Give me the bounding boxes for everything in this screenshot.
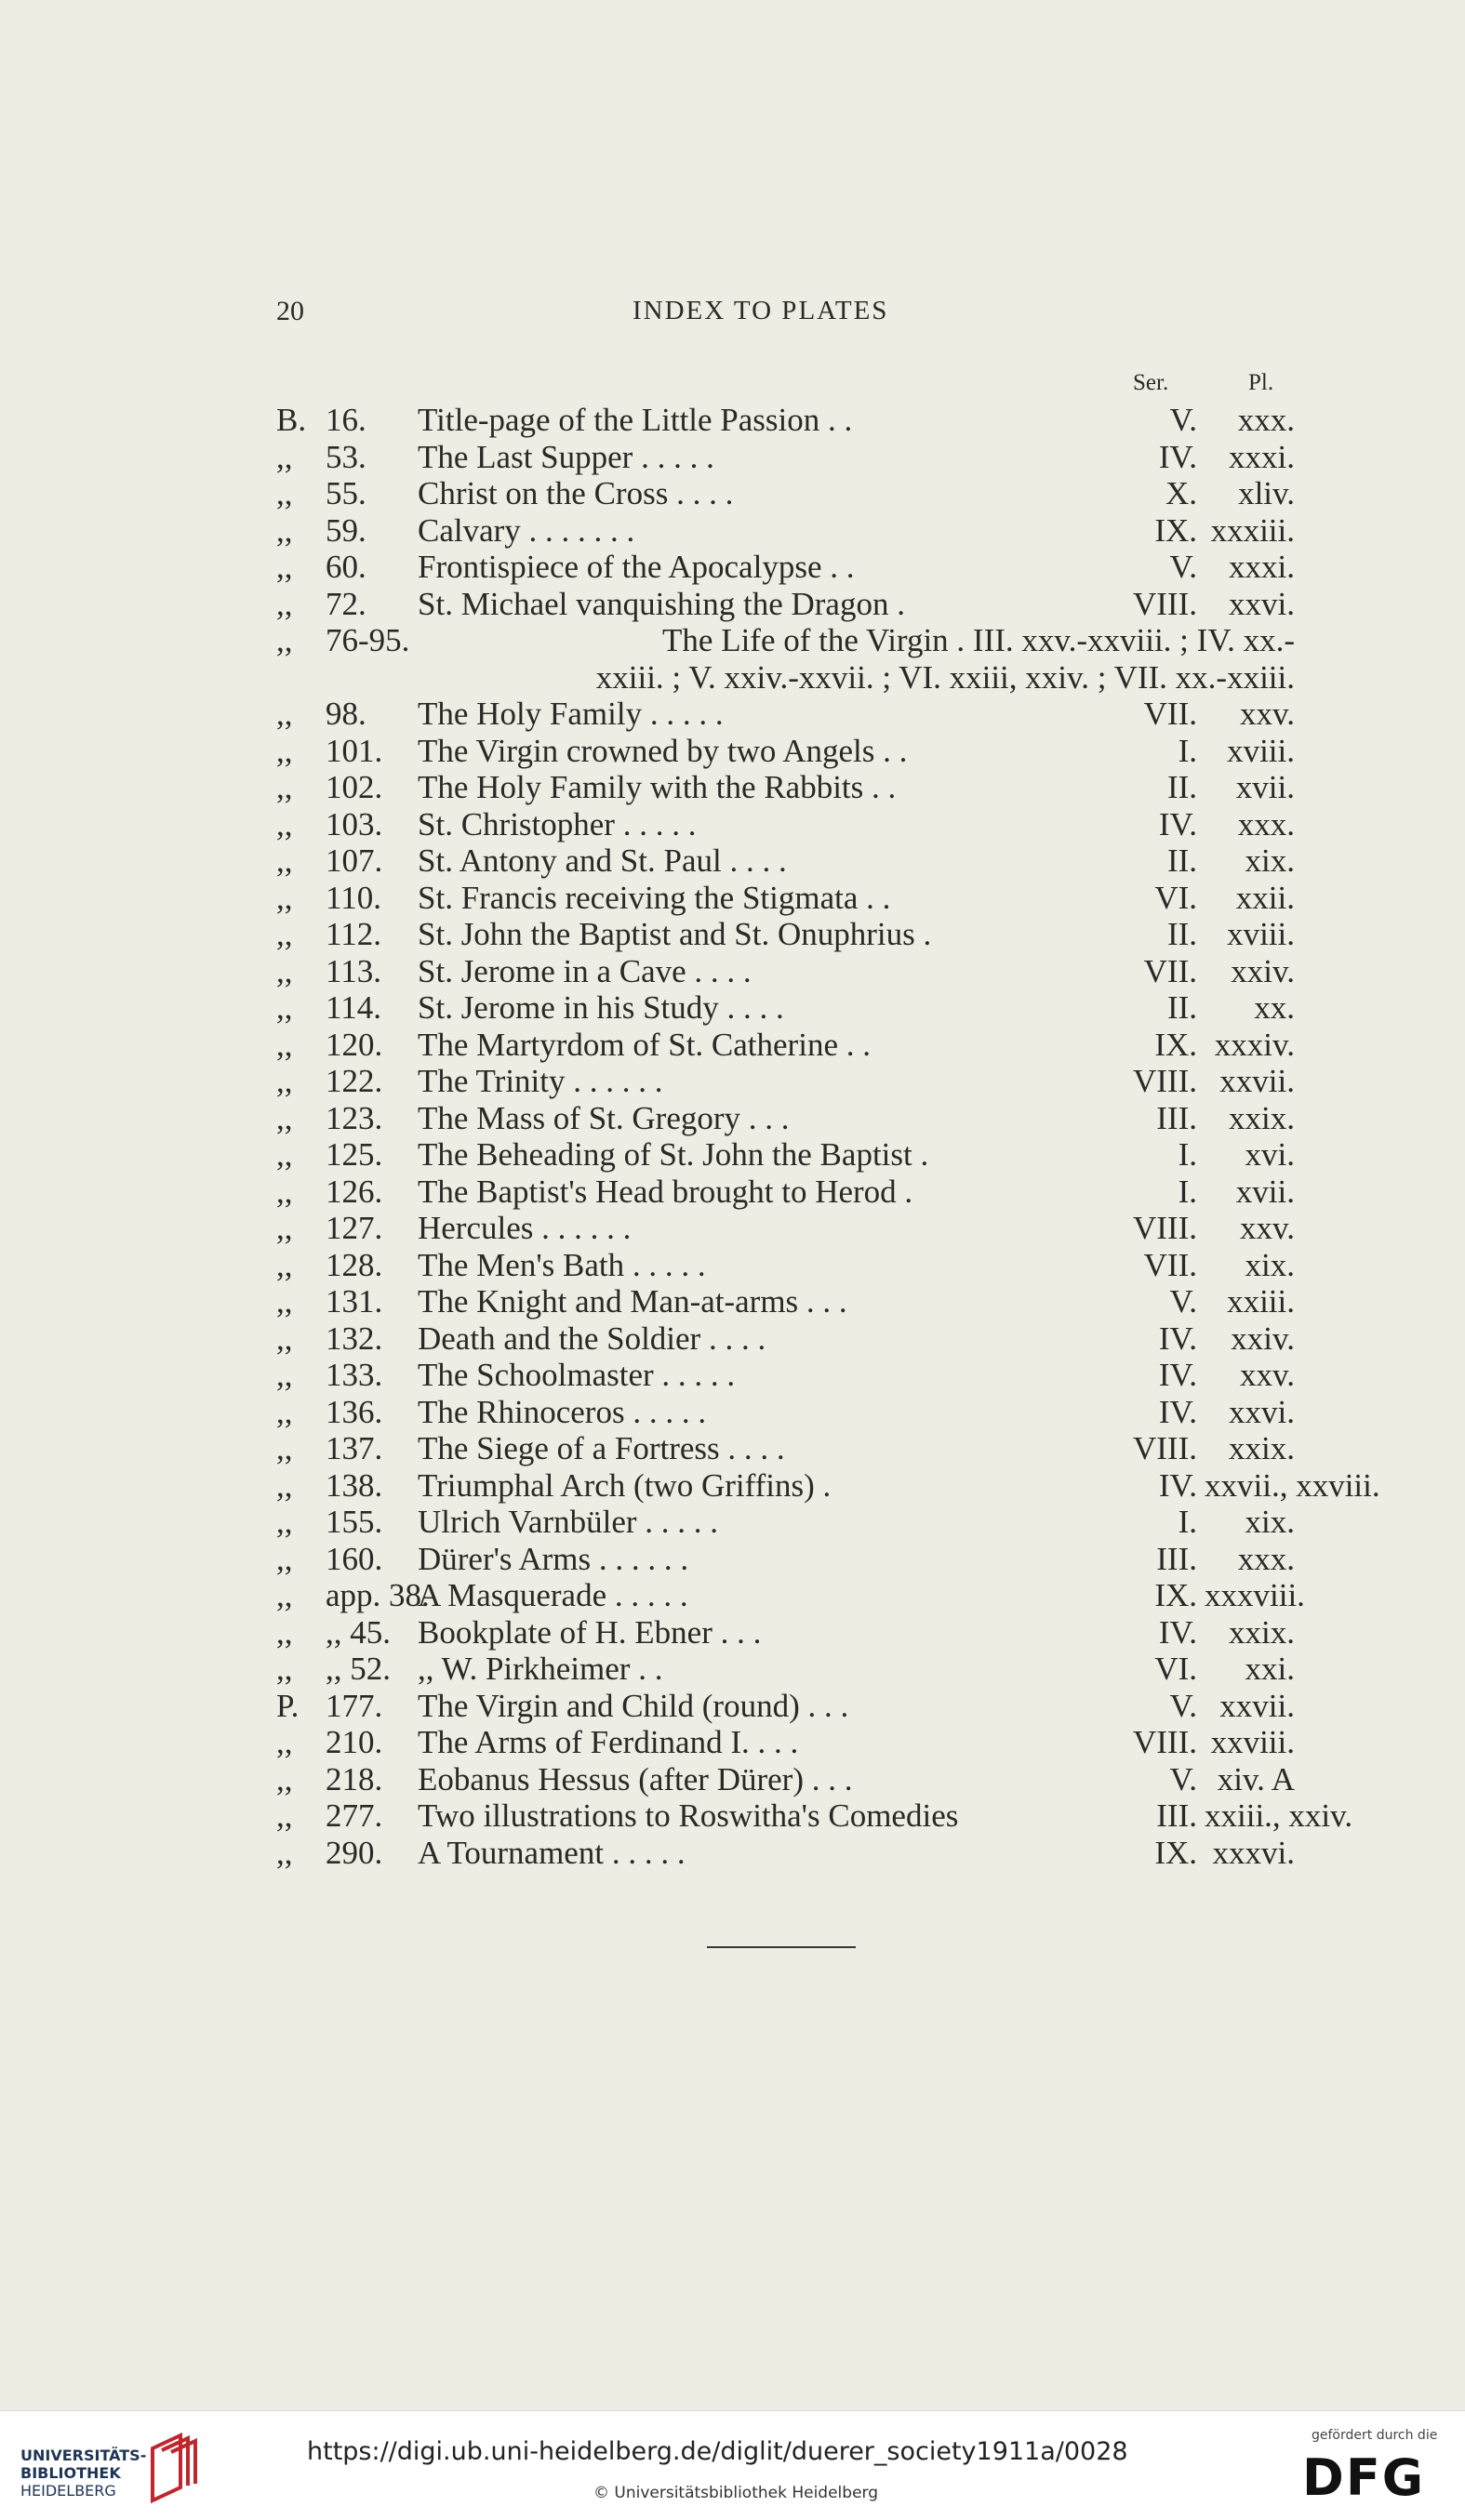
- entry-title: The Siege of a Fortress . . . .: [418, 1430, 785, 1466]
- entry-series: VII.: [1143, 696, 1197, 732]
- entry-series: I.: [1178, 732, 1197, 769]
- entry-prefix: ,,: [276, 1173, 293, 1210]
- index-entry: [276, 1063, 1295, 1100]
- entry-number: 55.: [326, 475, 366, 511]
- entry-title: The Men's Bath . . . . .: [418, 1246, 706, 1283]
- entry-prefix: ,,: [276, 438, 293, 475]
- entry-series: VII.: [1143, 1246, 1197, 1283]
- entry-prefix: ,,: [276, 1099, 293, 1136]
- entry-plate: xliv.: [1238, 475, 1295, 511]
- entry-title: Bookplate of H. Ebner . . .: [418, 1613, 762, 1651]
- entry-plate: xix.: [1245, 1246, 1295, 1283]
- entry-number: 60.: [326, 549, 366, 585]
- entry-title: Dürer's Arms . . . . . .: [418, 1540, 689, 1577]
- index-entry: [276, 1430, 1295, 1467]
- entry-number: 136.: [326, 1393, 383, 1430]
- entry-title: The Life of the Virgin . III. xxv.-xxviii. ; IV. xx.-: [662, 622, 1295, 658]
- entry-plate: xxii.: [1235, 879, 1295, 916]
- entry-series: III.: [1156, 1540, 1197, 1577]
- entry-plate: xxvi.: [1229, 585, 1295, 622]
- digitization-footer: [0, 2410, 1465, 2520]
- index-entry: [276, 1614, 1295, 1651]
- entry-series: IX.: [1154, 511, 1197, 549]
- entry-series: VIII.: [1133, 1063, 1197, 1099]
- entry-number: 218.: [326, 1760, 383, 1797]
- index-entry: [276, 1835, 1295, 1872]
- entry-prefix: ,,: [276, 769, 293, 805]
- entry-plate: xxxiii.: [1210, 511, 1295, 549]
- entry-series: III.: [1156, 1099, 1197, 1136]
- entry-number: 132.: [326, 1320, 383, 1357]
- entry-prefix: ,,: [276, 1210, 293, 1246]
- entry-plate: xxix.: [1229, 1099, 1295, 1136]
- entry-number: 103.: [326, 805, 383, 842]
- entry-series: V.: [1169, 402, 1197, 438]
- entry-series: VIII.: [1133, 1430, 1197, 1466]
- entry-title: The Arms of Ferdinand I. . . .: [418, 1724, 799, 1760]
- entry-title: The Holy Family with the Rabbits . .: [418, 769, 897, 805]
- entry-number: 59.: [326, 511, 366, 549]
- entry-prefix: ,,: [276, 511, 293, 549]
- entry-plate: xxx.: [1237, 805, 1295, 842]
- index-entry: [276, 439, 1295, 476]
- entry-prefix: P.: [276, 1687, 300, 1724]
- entry-title: The Martyrdom of St. Catherine . .: [418, 1026, 871, 1063]
- entry-prefix: ,,: [276, 1651, 293, 1687]
- entry-plate: xxvii.: [1219, 1063, 1295, 1099]
- index-entry: [276, 916, 1295, 953]
- entry-title: St. Christopher . . . . .: [418, 805, 697, 842]
- copyright-notice: © Universitätsbibliothek Heidelberg: [593, 2484, 879, 2502]
- entry-plate: xxv.: [1240, 696, 1295, 732]
- index-entry: [276, 1320, 1295, 1358]
- entry-prefix: ,,: [276, 879, 293, 916]
- entry-prefix: ,,: [276, 989, 293, 1026]
- index-entry: [276, 1651, 1295, 1688]
- entry-plate: xxiii.: [1227, 1283, 1295, 1320]
- index-entry: [276, 1210, 1295, 1247]
- index-entry: [276, 1688, 1295, 1725]
- entry-plate: xix.: [1245, 842, 1295, 879]
- entry-plate: xxx.: [1237, 1540, 1295, 1577]
- entry-prefix: ,,: [276, 1466, 293, 1504]
- entry-prefix: ,,: [276, 475, 293, 511]
- entry-number: 102.: [326, 769, 383, 805]
- entry-number: 177.: [326, 1687, 383, 1724]
- entry-prefix: ,,: [276, 1430, 293, 1466]
- entry-title: St. Francis receiving the Stigmata . .: [418, 879, 891, 916]
- entry-series: II.: [1166, 989, 1197, 1026]
- entry-series: IX.: [1154, 1834, 1197, 1871]
- entry-number: 160.: [326, 1540, 383, 1577]
- entry-prefix: ,,: [276, 1026, 293, 1063]
- index-entry: [276, 1797, 1353, 1835]
- entry-prefix: ,,: [276, 1136, 293, 1173]
- entry-prefix: ,,: [276, 1246, 293, 1283]
- entry-title: The Beheading of St. John the Baptist .: [418, 1136, 929, 1173]
- entry-series: IV.: [1158, 1613, 1197, 1651]
- entry-number: 114.: [326, 989, 381, 1026]
- entry-prefix: ,,: [276, 952, 293, 989]
- entry-prefix: ,,: [276, 585, 293, 622]
- entry-title: The Last Supper . . . . .: [418, 438, 714, 475]
- entry-number: 133.: [326, 1357, 383, 1393]
- entry-plate: xxvi.: [1229, 1393, 1295, 1430]
- entry-title: Two illustrations to Roswitha's Comedies: [418, 1797, 959, 1834]
- entry-number: 16.: [326, 402, 366, 438]
- entry-title: Title-page of the Little Passion . .: [418, 402, 853, 438]
- entry-continuation-text: xxiii. ; V. xxiv.-xxvii. ; VI. xxiii, xxiv. ; VII. xx.-xxiii.: [595, 658, 1295, 696]
- entry-plate: xxix.: [1229, 1613, 1295, 1651]
- entry-prefix: ,,: [276, 1320, 293, 1357]
- entry-series: VI.: [1154, 1651, 1197, 1687]
- plate-column-header: Pl.: [1248, 370, 1274, 395]
- entry-title: The Knight and Man-at-arms . . .: [418, 1283, 847, 1320]
- series-column-header: Ser.: [1133, 370, 1169, 395]
- university-library-name: [20, 2447, 146, 2500]
- index-entry: [276, 1136, 1295, 1174]
- index-entry: [276, 989, 1295, 1027]
- entry-title: St. Jerome in a Cave . . . .: [418, 952, 752, 989]
- entry-plate: xxi.: [1245, 1651, 1295, 1687]
- entry-plate: xxx.: [1237, 402, 1295, 438]
- index-entry: [276, 1394, 1295, 1431]
- university-name-line: UNIVERSITÄTS-: [20, 2447, 147, 2464]
- entry-series: II.: [1166, 842, 1197, 879]
- entry-number: 290.: [326, 1834, 383, 1871]
- entry-title: ,, W. Pirkheimer . .: [418, 1651, 663, 1687]
- entry-title: Ulrich Varnbüler . . . . .: [418, 1504, 719, 1540]
- entry-title: The Trinity . . . . . .: [418, 1063, 663, 1099]
- closing-rule: [707, 1946, 856, 1948]
- entry-prefix: ,,: [276, 916, 293, 952]
- entry-number: 113.: [326, 952, 381, 989]
- entry-plate: xxxi.: [1229, 438, 1295, 475]
- entry-plate: xxxvi.: [1212, 1834, 1295, 1871]
- entry-number: 53.: [326, 438, 366, 475]
- entry-series: VIII.: [1133, 585, 1197, 622]
- entry-series: II.: [1166, 769, 1197, 805]
- entry-plate: xvi.: [1245, 1136, 1295, 1173]
- entry-plate: xviii.: [1227, 732, 1295, 769]
- entry-series: IV.: [1158, 805, 1197, 842]
- entry-series: IV.: [1158, 1357, 1197, 1393]
- entry-title: St. Antony and St. Paul . . . .: [418, 842, 787, 879]
- entry-plate: xvii.: [1235, 769, 1295, 805]
- index-entry-continuation: [276, 659, 1295, 696]
- entry-number: 98.: [326, 696, 366, 732]
- index-entry: [276, 880, 1295, 917]
- entry-series: IV.: [1158, 1393, 1197, 1430]
- entry-prefix: ,,: [276, 622, 293, 658]
- running-head: INDEX TO PLATES: [633, 296, 889, 325]
- index-entry: [276, 733, 1295, 770]
- entry-number: 137.: [326, 1430, 383, 1466]
- entry-prefix: ,,: [276, 732, 293, 769]
- university-name-line: HEIDELBERG: [20, 2482, 116, 2500]
- entry-number: 125.: [326, 1136, 383, 1173]
- entry-title: Death and the Soldier . . . .: [418, 1320, 766, 1357]
- entry-series: IV.: [1158, 1320, 1197, 1357]
- entry-title: The Rhinoceros . . . . .: [418, 1393, 707, 1430]
- entry-number: 277.: [326, 1797, 383, 1834]
- entry-prefix: ,,: [276, 1613, 293, 1651]
- entry-series: V.: [1169, 1283, 1197, 1320]
- entry-series: IX.: [1154, 1577, 1197, 1613]
- entry-number: 76-95.: [326, 622, 410, 658]
- entry-series: X.: [1165, 475, 1197, 511]
- entry-prefix: ,,: [276, 1393, 293, 1430]
- entry-title: Triumphal Arch (two Griffins) .: [418, 1466, 832, 1504]
- entry-plate: xviii.: [1227, 916, 1295, 952]
- entry-title: The Virgin and Child (round) . . .: [418, 1687, 849, 1724]
- entry-number: ,, 52.: [326, 1651, 391, 1687]
- index-entry: [276, 1174, 1295, 1211]
- entry-plate: xxvii., xxviii.: [1205, 1466, 1380, 1504]
- entry-plate: xxiii., xxiv.: [1205, 1797, 1353, 1834]
- entry-plate: xvii.: [1235, 1173, 1295, 1210]
- entry-title: The Baptist's Head brought to Herod .: [418, 1173, 913, 1210]
- index-entry: [276, 549, 1295, 586]
- entry-plate: xxxviii.: [1205, 1577, 1305, 1613]
- entry-title: A Masquerade . . . . .: [418, 1577, 688, 1613]
- entry-series: VI.: [1154, 879, 1197, 916]
- entry-prefix: ,,: [276, 1504, 293, 1540]
- entry-series: VII.: [1143, 952, 1197, 989]
- entry-title: Frontispiece of the Apocalypse . .: [418, 549, 855, 585]
- index-entry: [276, 842, 1295, 880]
- entry-prefix: ,,: [276, 1283, 293, 1320]
- university-name-line: BIBLIOTHEK: [20, 2464, 121, 2482]
- index-entry: [276, 622, 1295, 659]
- entry-plate: xxviii.: [1210, 1724, 1295, 1760]
- entry-series: II.: [1166, 916, 1197, 952]
- entry-number: 131.: [326, 1283, 383, 1320]
- entry-series: V.: [1169, 1760, 1197, 1797]
- entry-number: 101.: [326, 732, 383, 769]
- entry-number: 123.: [326, 1099, 383, 1136]
- index-entry: [276, 1100, 1295, 1137]
- index-entry: [276, 696, 1295, 733]
- entry-series: I.: [1178, 1136, 1197, 1173]
- entry-series: VIII.: [1133, 1724, 1197, 1760]
- entry-series: IV.: [1158, 438, 1197, 475]
- index-entry: [276, 953, 1295, 990]
- entry-number: 110.: [326, 879, 381, 916]
- entry-number: 128.: [326, 1246, 383, 1283]
- entry-plate: xx.: [1254, 989, 1295, 1026]
- index-entry: [276, 586, 1295, 623]
- entry-prefix: B.: [276, 402, 307, 438]
- entry-number: 120.: [326, 1026, 383, 1063]
- index-entry: [276, 475, 1295, 512]
- entry-prefix: ,,: [276, 842, 293, 879]
- entry-number: 155.: [326, 1504, 383, 1540]
- entry-title: The Virgin crowned by two Angels . .: [418, 732, 908, 769]
- entry-plate: xxvii.: [1219, 1687, 1295, 1724]
- entry-title: Christ on the Cross . . . .: [418, 475, 734, 511]
- entry-prefix: ,,: [276, 1760, 293, 1797]
- entry-prefix: ,,: [276, 1357, 293, 1393]
- entry-plate: xxv.: [1240, 1210, 1295, 1246]
- entry-series: V.: [1169, 549, 1197, 585]
- entry-number: 112.: [326, 916, 381, 952]
- entry-title: The Holy Family . . . . .: [418, 696, 724, 732]
- entry-plate: xxxiv.: [1214, 1026, 1295, 1063]
- entry-series: V.: [1169, 1687, 1197, 1724]
- entry-prefix: ,,: [276, 1577, 293, 1613]
- entry-number: 127.: [326, 1210, 383, 1246]
- index-entry: [276, 1761, 1295, 1798]
- entry-number: 122.: [326, 1063, 383, 1099]
- entry-number: 72.: [326, 585, 366, 622]
- entry-series: IX.: [1154, 1026, 1197, 1063]
- entry-series: IV.: [1158, 1466, 1197, 1504]
- entry-number: app. 38.: [326, 1577, 430, 1613]
- entry-prefix: ,,: [276, 805, 293, 842]
- index-entry: [276, 1027, 1295, 1064]
- index-entry: [276, 1283, 1295, 1320]
- entry-series: III.: [1156, 1797, 1197, 1834]
- entry-title: St. Jerome in his Study . . . .: [418, 989, 784, 1026]
- entry-title: The Mass of St. Gregory . . .: [418, 1099, 790, 1136]
- entry-plate: xxv.: [1240, 1357, 1295, 1393]
- index-entry: [276, 769, 1295, 806]
- entry-plate: xix.: [1245, 1504, 1295, 1540]
- entry-plate: xiv. A: [1217, 1760, 1295, 1797]
- index-entry: [276, 1357, 1295, 1394]
- entry-series: I.: [1178, 1173, 1197, 1210]
- entry-plate: xxix.: [1229, 1430, 1295, 1466]
- entry-title: Hercules . . . . . .: [418, 1210, 632, 1246]
- entry-series: I.: [1178, 1504, 1197, 1540]
- index-entry: [276, 1466, 1380, 1505]
- entry-prefix: ,,: [276, 549, 293, 585]
- index-entry: [276, 1724, 1295, 1761]
- entry-plate: xxxi.: [1229, 549, 1295, 585]
- index-entry: [276, 1504, 1295, 1541]
- entry-prefix: ,,: [276, 696, 293, 732]
- page-number: 20: [276, 296, 304, 326]
- index-entry: [276, 1541, 1295, 1578]
- entry-title: Calvary . . . . . . .: [418, 511, 635, 549]
- entry-title: A Tournament . . . . .: [418, 1834, 686, 1871]
- funding-label: gefördert durch die: [1312, 2428, 1438, 2443]
- index-entry: [276, 806, 1295, 843]
- index-entry: [276, 1577, 1305, 1614]
- entry-title: St. John the Baptist and St. Onuphrius .: [418, 916, 932, 952]
- entry-title: St. Michael vanquishing the Dragon .: [418, 585, 905, 622]
- entry-title: Eobanus Hessus (after Dürer) . . .: [418, 1760, 853, 1797]
- index-entry: [276, 402, 1295, 439]
- entry-prefix: ,,: [276, 1724, 293, 1760]
- entry-series: VIII.: [1133, 1210, 1197, 1246]
- source-url[interactable]: https://digi.ub.uni-heidelberg.de/diglit/duerer_society1911a/0028: [307, 2437, 1128, 2466]
- index-entry: [276, 1247, 1295, 1284]
- entry-prefix: ,,: [276, 1797, 293, 1834]
- dfg-logo: DFG: [1302, 2448, 1426, 2507]
- entry-number: 126.: [326, 1173, 383, 1210]
- entry-prefix: ,,: [276, 1834, 293, 1871]
- red-book-stack-icon: [147, 2430, 203, 2504]
- index-entry: [276, 512, 1295, 550]
- entry-number: ,, 45.: [326, 1613, 391, 1651]
- entry-number: 107.: [326, 842, 383, 879]
- entry-title: The Schoolmaster . . . . .: [418, 1357, 736, 1393]
- entry-prefix: ,,: [276, 1540, 293, 1577]
- entry-plate: xxiv.: [1231, 1320, 1295, 1357]
- entry-number: 210.: [326, 1724, 383, 1760]
- entry-number: 138.: [326, 1466, 383, 1504]
- entry-plate: xxiv.: [1231, 952, 1295, 989]
- entry-prefix: ,,: [276, 1063, 293, 1099]
